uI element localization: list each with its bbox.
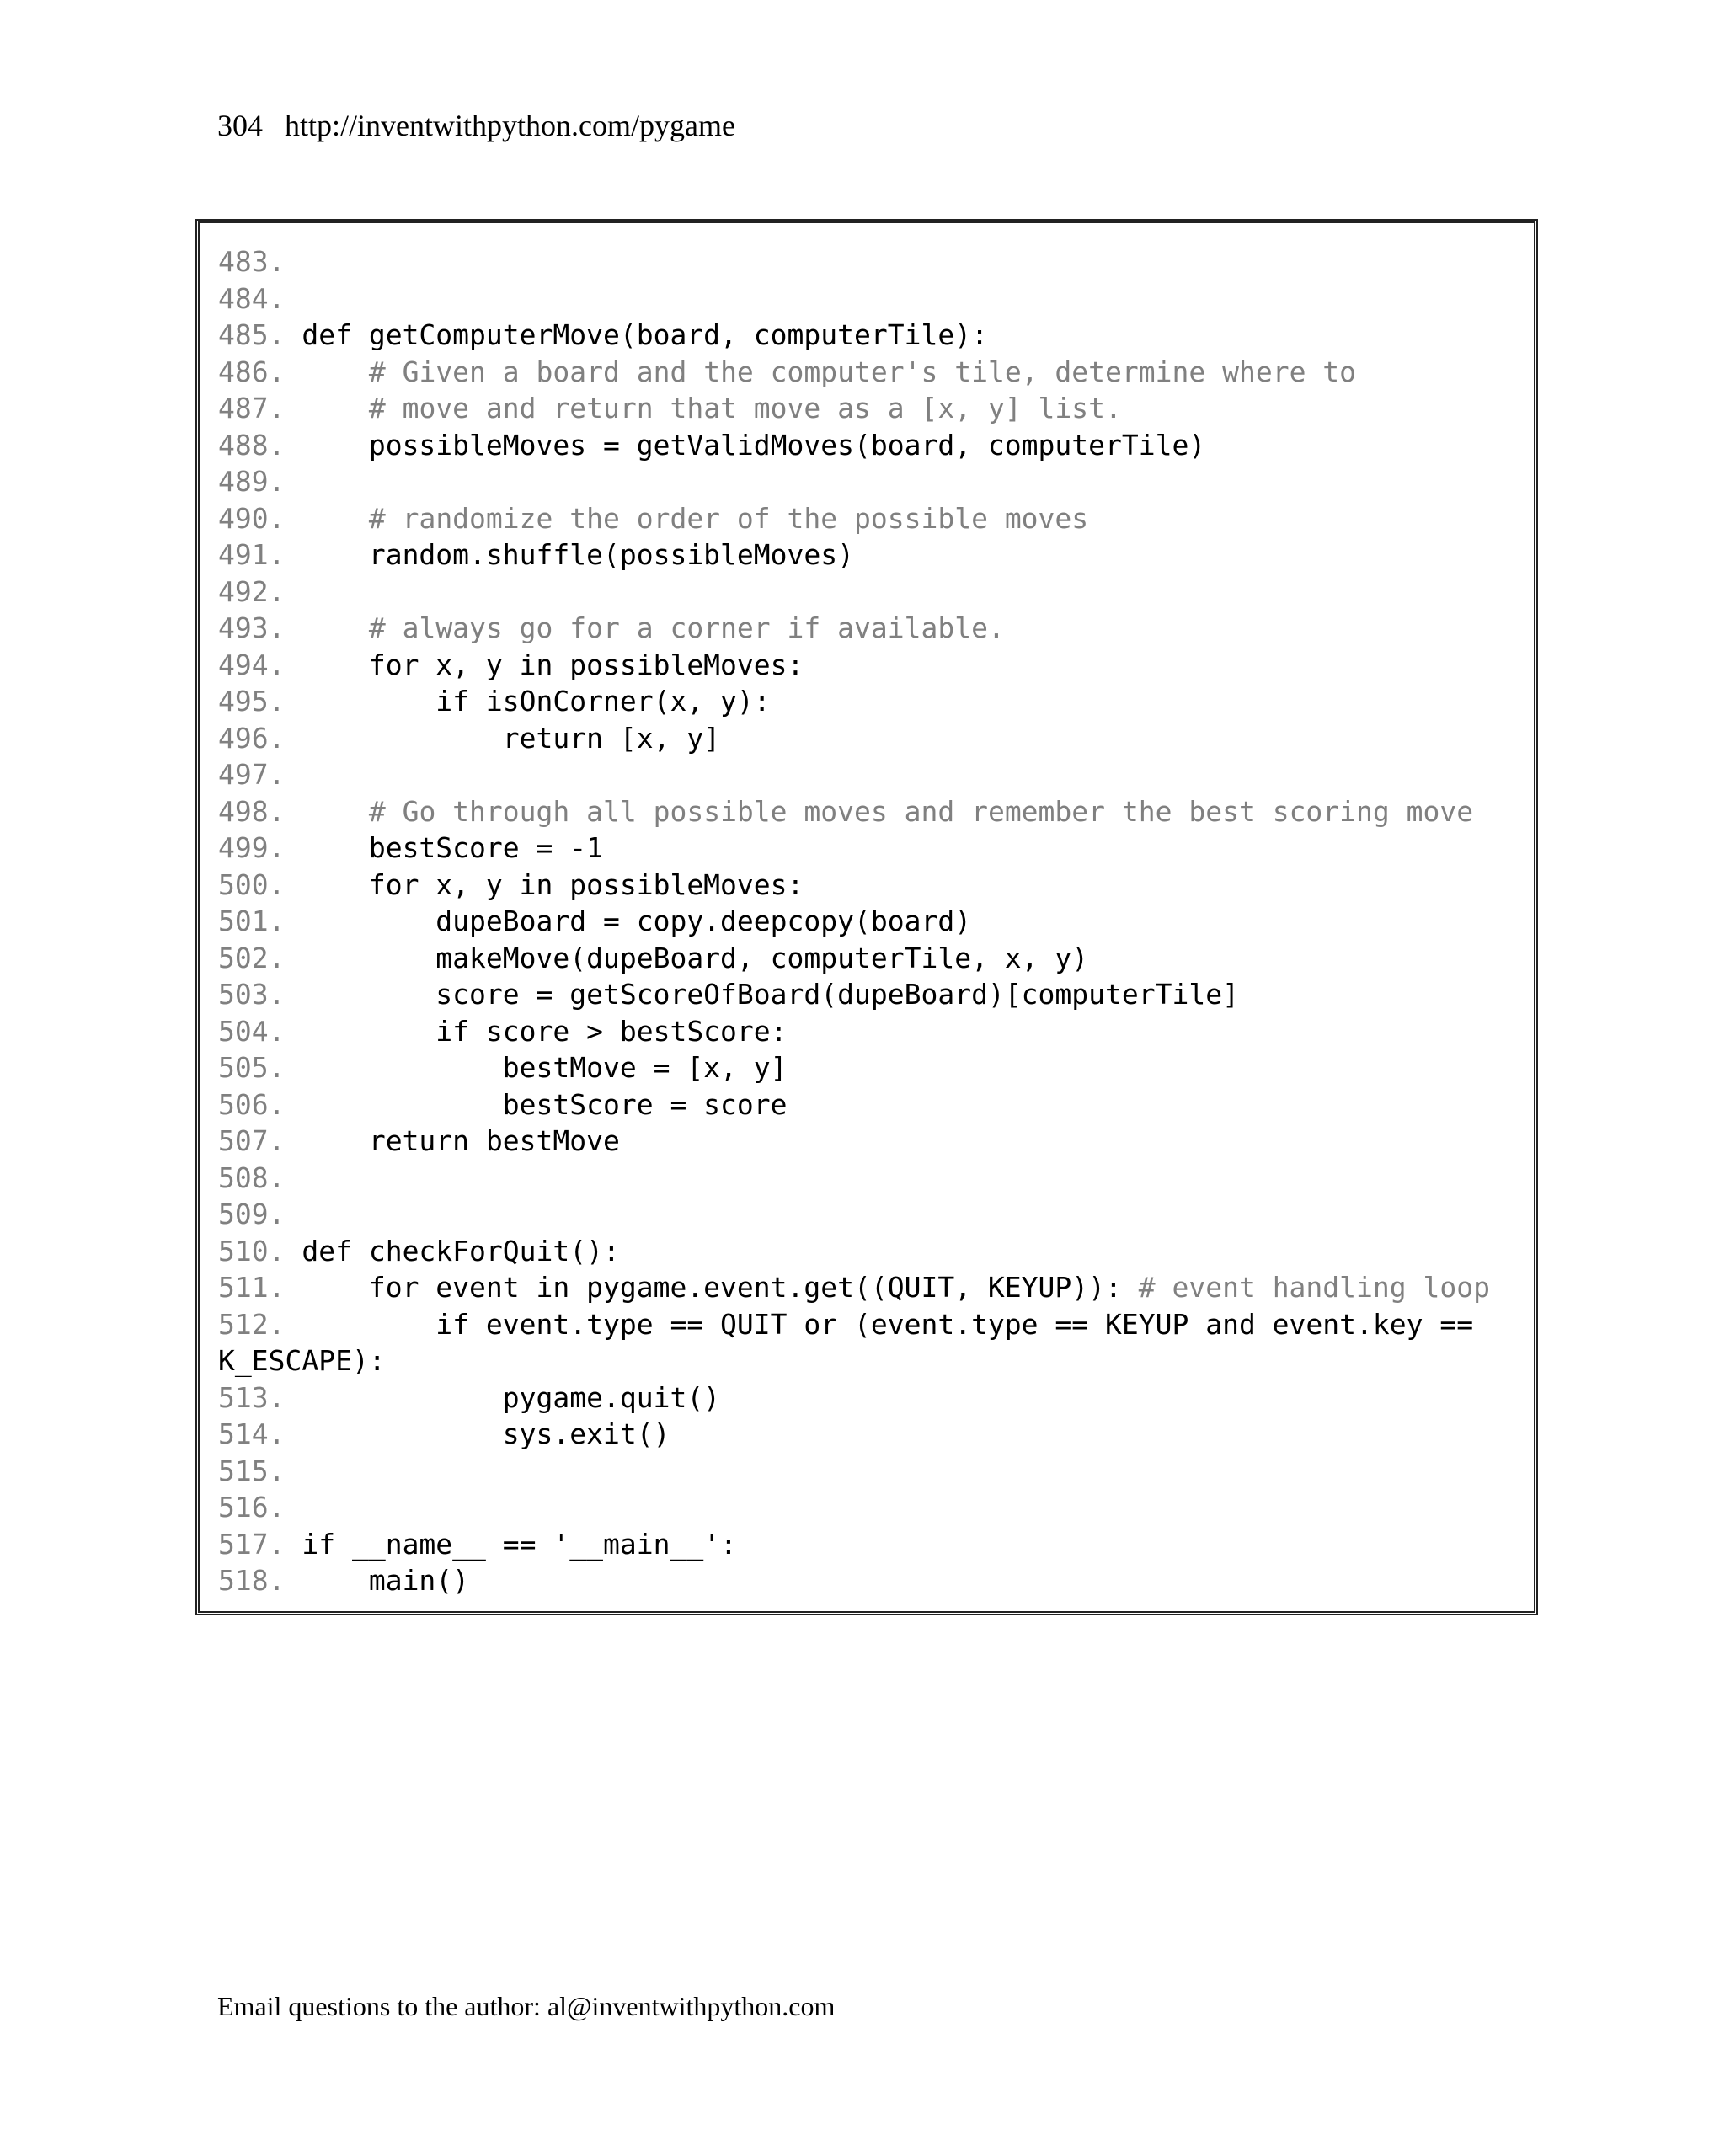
code-line	[218, 756, 1525, 793]
code-text	[302, 795, 368, 828]
code-text: possibleMoves = getValidMoves(board, computerTile)	[302, 428, 1206, 462]
code-line	[218, 280, 1525, 318]
code-line	[218, 720, 1525, 757]
code-line	[218, 1342, 1525, 1380]
line-number: 500.	[218, 867, 286, 901]
code-text: makeMove(dupeBoard, computerTile, x, y)	[302, 941, 1089, 974]
code-text: if isOnCorner(x, y):	[302, 685, 771, 718]
code-text: return [x, y]	[302, 721, 721, 755]
code-line	[218, 1269, 1525, 1306]
code-text	[302, 355, 368, 388]
code-line	[218, 1306, 1525, 1343]
code-text: return bestMove	[302, 1124, 620, 1157]
line-number: 509.	[218, 1198, 286, 1230]
code-text: for x, y in possibleMoves:	[302, 867, 804, 901]
code-line	[218, 683, 1525, 720]
code-line	[218, 1196, 1525, 1233]
code-line	[218, 1562, 1525, 1599]
line-number: 517.	[218, 1527, 286, 1561]
code-line	[218, 647, 1525, 684]
line-number: 491.	[218, 538, 286, 571]
code-text: if __name__ == '__main__':	[302, 1527, 737, 1561]
page-header	[217, 108, 735, 143]
code-line	[218, 1123, 1525, 1160]
line-number: 518.	[218, 1564, 286, 1597]
code-comment: # Go through all possible moves and remember the best scoring move	[368, 794, 1474, 828]
code-line	[218, 500, 1525, 537]
code-text: sys.exit()	[302, 1417, 670, 1450]
code-line	[218, 390, 1525, 427]
line-number: 488.	[218, 428, 286, 462]
line-number: 507.	[218, 1124, 286, 1157]
code-line	[218, 574, 1525, 611]
code-text: for x, y in possibleMoves:	[302, 648, 804, 681]
code-line	[218, 867, 1525, 904]
line-number: 486.	[218, 355, 286, 388]
line-number: 499.	[218, 831, 286, 864]
line-number: 494.	[218, 648, 286, 681]
line-number: 508.	[218, 1161, 286, 1194]
code-line	[218, 610, 1525, 647]
code-line	[218, 463, 1525, 500]
code-line	[218, 1160, 1525, 1197]
code-line	[218, 976, 1525, 1013]
code-comment: # event handling loop	[1138, 1271, 1490, 1304]
code-text: if event.type == QUIT or (event.type == KEYUP and event.key ==	[302, 1307, 1474, 1341]
code-line	[218, 1233, 1525, 1270]
code-text: def checkForQuit():	[302, 1234, 620, 1267]
code-comment: # move and return that move as a [x, y] list.	[368, 392, 1122, 424]
code-text: bestScore = -1	[302, 831, 603, 864]
line-number: 516.	[218, 1491, 286, 1524]
code-text	[302, 611, 368, 644]
line-number: 484.	[218, 281, 286, 315]
code-listing	[218, 243, 1525, 1599]
line-number: 485.	[218, 318, 286, 351]
code-line	[218, 830, 1525, 867]
code-line	[218, 1416, 1525, 1453]
line-number: 511.	[218, 1271, 286, 1304]
code-text: pygame.quit()	[302, 1380, 721, 1414]
code-text: score = getScoreOfBoard(dupeBoard)[computerTile]	[302, 978, 1239, 1011]
line-number: 490.	[218, 501, 286, 535]
line-number: 504.	[218, 1014, 286, 1048]
line-number: 513.	[218, 1380, 286, 1414]
line-number: 505.	[218, 1051, 286, 1084]
line-number: 502.	[218, 941, 286, 974]
code-line	[218, 940, 1525, 977]
code-line	[218, 1049, 1525, 1086]
code-line	[218, 1086, 1525, 1123]
line-number: 498.	[218, 794, 286, 828]
code-text: random.shuffle(possibleMoves)	[302, 538, 854, 571]
code-text: if score > bestScore:	[302, 1014, 788, 1048]
code-line	[218, 793, 1525, 830]
line-number: 512.	[218, 1307, 286, 1341]
line-number: 495.	[218, 685, 286, 718]
code-comment: # always go for a corner if available.	[368, 611, 1005, 644]
code-text: dupeBoard = copy.deepcopy(board)	[302, 905, 972, 937]
code-line	[218, 1489, 1525, 1526]
code-text: for event in pygame.event.get((QUIT, KEYUP)):	[302, 1271, 1139, 1304]
code-text: bestScore = score	[302, 1087, 788, 1121]
code-text: def getComputerMove(board, computerTile):	[302, 318, 988, 351]
code-comment: # Given a board and the computer's tile, determine where to	[368, 355, 1357, 388]
code-comment: # randomize the order of the possible moves	[368, 501, 1089, 535]
code-line	[218, 1013, 1525, 1050]
code-text: main()	[302, 1564, 470, 1597]
line-number: 515.	[218, 1454, 286, 1487]
code-line	[218, 536, 1525, 574]
code-listing-box	[195, 219, 1538, 1615]
line-number: 506.	[218, 1087, 286, 1121]
line-number: 489.	[218, 465, 286, 498]
line-number: 492.	[218, 574, 286, 608]
line-number: 497.	[218, 758, 286, 791]
code-line	[218, 1380, 1525, 1417]
code-line	[218, 427, 1525, 464]
code-line	[218, 1526, 1525, 1563]
code-text	[302, 392, 368, 424]
line-number: 501.	[218, 905, 286, 937]
line-number: 483.	[218, 245, 286, 278]
code-line	[218, 317, 1525, 354]
code-text	[302, 502, 368, 535]
code-line	[218, 243, 1525, 280]
line-number: 503.	[218, 978, 286, 1011]
page-number: 304	[217, 109, 263, 142]
code-line	[218, 1453, 1525, 1490]
page-footer: Email questions to the author: al@inventwithpython.com	[217, 1991, 836, 2021]
header-url: http://inventwithpython.com/pygame	[285, 109, 735, 142]
code-text: K_ESCAPE):	[218, 1344, 386, 1377]
code-line	[218, 903, 1525, 940]
line-number: 493.	[218, 611, 286, 644]
code-text: bestMove = [x, y]	[302, 1051, 788, 1084]
line-number: 487.	[218, 392, 286, 424]
line-number: 510.	[218, 1234, 286, 1267]
code-line	[218, 354, 1525, 391]
line-number: 496.	[218, 721, 286, 755]
line-number: 514.	[218, 1417, 286, 1450]
